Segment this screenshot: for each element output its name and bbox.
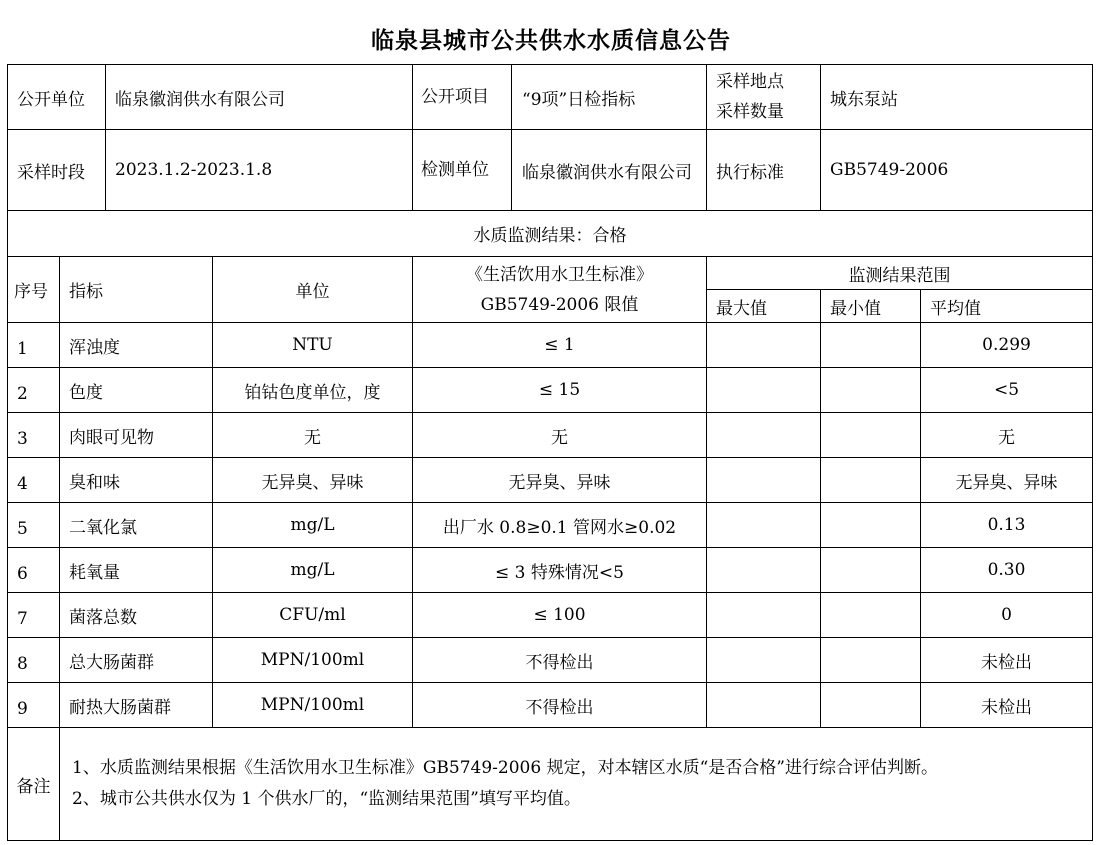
water-quality-table [7, 64, 1093, 841]
row-max [707, 683, 821, 728]
col-unit: 单位 [213, 257, 413, 323]
row-max [707, 368, 821, 413]
col-limit-line1: 《生活饮用水卫生标准》 [466, 264, 653, 285]
row-limit: ≤ 3 特殊情况<5 [413, 548, 707, 593]
table-row [8, 458, 1093, 503]
row-indicator: 臭和味 [60, 458, 213, 503]
row-min [821, 503, 921, 548]
row-max [707, 638, 821, 683]
sample-period-value: 2023.1.2-2023.1.8 [106, 130, 413, 211]
row-unit: mg/L [213, 548, 413, 593]
table-row [8, 368, 1093, 413]
row-max [707, 413, 821, 458]
row-avg: 无 [921, 413, 1093, 458]
row-avg: 0.30 [921, 548, 1093, 593]
column-header-row-1 [8, 257, 1093, 290]
row-avg: 无异臭、异味 [921, 458, 1093, 503]
sample-count-label: 采样数量 [716, 102, 784, 122]
row-limit: 不得检出 [413, 683, 707, 728]
sample-place-count-label [707, 65, 821, 130]
row-avg: 未检出 [921, 683, 1093, 728]
row-unit: NTU [213, 323, 413, 368]
sample-period-label: 采样时段 [8, 130, 106, 211]
col-avg: 平均值 [921, 290, 1093, 323]
row-seq: 7 [8, 593, 60, 638]
result-banner: 水质监测结果：合格 [8, 211, 1093, 257]
row-limit: ≤ 1 [413, 323, 707, 368]
row-min [821, 683, 921, 728]
row-unit: 无 [213, 413, 413, 458]
col-seq: 序号 [8, 257, 60, 323]
public-item-cell [413, 65, 707, 130]
row-max [707, 503, 821, 548]
info-row-2 [8, 130, 1093, 211]
row-limit: 无异臭、异味 [413, 458, 707, 503]
row-limit: 出厂水 0.8≥0.1 管网水≥0.02 [413, 503, 707, 548]
row-avg: 0.13 [921, 503, 1093, 548]
table-row [8, 548, 1093, 593]
row-unit: 无异臭、异味 [213, 458, 413, 503]
sample-place-value: 城东泵站 [821, 65, 1093, 130]
row-indicator: 浑浊度 [60, 323, 213, 368]
row-max [707, 593, 821, 638]
row-unit: mg/L [213, 503, 413, 548]
row-max [707, 548, 821, 593]
public-unit-value: 临泉徽润供水有限公司 [106, 65, 413, 130]
row-min [821, 458, 921, 503]
row-unit: MPN/100ml [213, 683, 413, 728]
row-seq: 1 [8, 323, 60, 368]
row-seq: 5 [8, 503, 60, 548]
info-row-1 [8, 65, 1093, 130]
result-banner-row [8, 211, 1093, 257]
page-title: 临泉县城市公共供水水质信息公告 [371, 28, 731, 54]
row-indicator: 耐热大肠菌群 [60, 683, 213, 728]
public-unit-label: 公开单位 [8, 65, 106, 130]
row-seq: 4 [8, 458, 60, 503]
sample-place-label: 采样地点 [716, 72, 784, 92]
row-min [821, 413, 921, 458]
row-avg: <5 [921, 368, 1093, 413]
test-unit-cell [413, 130, 707, 211]
public-item-label: 公开项目 [413, 65, 512, 129]
note-item: 2、城市公共供水仅为 1 个供水厂的，“监测结果范围”填写平均值。 [72, 789, 581, 809]
row-indicator: 肉眼可见物 [60, 413, 213, 458]
row-limit: ≤ 100 [413, 593, 707, 638]
row-avg: 0 [921, 593, 1093, 638]
col-limit [413, 257, 707, 323]
row-seq: 8 [8, 638, 60, 683]
col-indicator: 指标 [60, 257, 213, 323]
col-limit-line2: GB5749-2006 限值 [480, 294, 639, 315]
notes-content [60, 728, 1093, 841]
notes-row [8, 728, 1093, 841]
row-unit: 铂钴色度单位，度 [213, 368, 413, 413]
test-unit-label: 检测单位 [413, 130, 512, 210]
public-item-value: “9项”日检指标 [522, 89, 636, 110]
col-range: 监测结果范围 [707, 257, 1093, 290]
notes-label: 备注 [8, 728, 60, 841]
row-indicator: 总大肠菌群 [60, 638, 213, 683]
row-unit: CFU/ml [213, 593, 413, 638]
table-row [8, 683, 1093, 728]
standard-value: GB5749-2006 [821, 130, 1093, 211]
row-indicator: 色度 [60, 368, 213, 413]
col-max: 最大值 [707, 290, 821, 323]
row-seq: 6 [8, 548, 60, 593]
table-row [8, 323, 1093, 368]
row-indicator: 菌落总数 [60, 593, 213, 638]
row-unit: MPN/100ml [213, 638, 413, 683]
note-item: 1、水质监测结果根据《生活饮用水卫生标准》GB5749-2006 规定，对本辖区水质“是否合格”进行综合评估判断。 [72, 758, 938, 778]
row-avg: 未检出 [921, 638, 1093, 683]
table-row [8, 413, 1093, 458]
row-limit: ≤ 15 [413, 368, 707, 413]
table-row [8, 593, 1093, 638]
row-seq: 9 [8, 683, 60, 728]
row-max [707, 458, 821, 503]
table-row [8, 638, 1093, 683]
row-min [821, 368, 921, 413]
row-min [821, 638, 921, 683]
row-min [821, 593, 921, 638]
row-indicator: 耗氧量 [60, 548, 213, 593]
table-row [8, 503, 1093, 548]
row-seq: 2 [8, 368, 60, 413]
col-min: 最小值 [821, 290, 921, 323]
row-max [707, 323, 821, 368]
row-avg: 0.299 [921, 323, 1093, 368]
row-min [821, 548, 921, 593]
row-limit: 不得检出 [413, 638, 707, 683]
row-seq: 3 [8, 413, 60, 458]
test-unit-value: 临泉徽润供水有限公司 [522, 162, 692, 183]
row-limit: 无 [413, 413, 707, 458]
row-indicator: 二氧化氯 [60, 503, 213, 548]
standard-label: 执行标准 [707, 130, 821, 211]
row-min [821, 323, 921, 368]
